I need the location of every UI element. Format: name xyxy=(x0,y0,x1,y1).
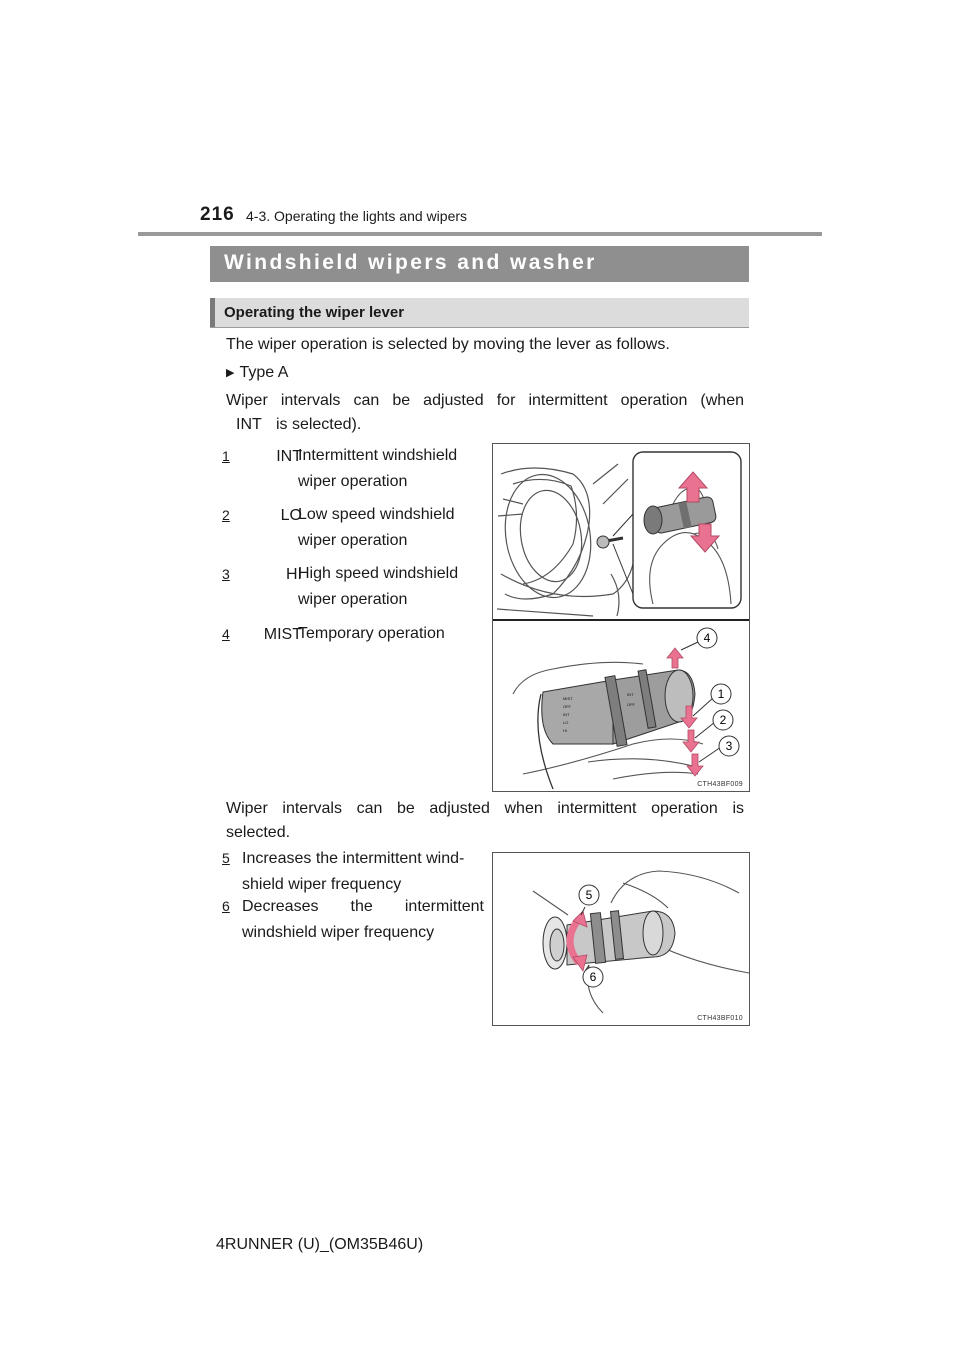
para1-line1: Wiper intervals can be adjusted for intermittent operation (when xyxy=(226,392,744,409)
callout-number-6: 6 xyxy=(589,970,597,984)
lever-stub-icon xyxy=(597,536,623,548)
position-desc-line2: wiper operation xyxy=(298,473,408,490)
position-label-hi: HI xyxy=(286,566,302,583)
callout-number-4: 4 xyxy=(703,631,711,645)
adjust-desc-line1: Decreases the intermittent xyxy=(242,898,484,915)
interval-adjust-illustration xyxy=(493,853,749,1025)
position-label-mist: MIST xyxy=(263,626,302,643)
position-desc-line2: wiper operation xyxy=(298,591,408,608)
callout-number-5: 5 xyxy=(585,888,593,902)
adjust-desc-line2: shield wiper frequency xyxy=(242,876,402,893)
switch-label: HI xyxy=(563,728,567,733)
position-label-lo: LO xyxy=(280,507,302,524)
para1-line2-text: is selected). xyxy=(275,416,362,433)
intro-text: The wiper operation is selected by moving the lever as follows. xyxy=(226,336,670,353)
figure-wiper-lever xyxy=(492,443,750,792)
para1-line2 xyxy=(236,412,361,438)
position-desc-line1: Low speed windshield xyxy=(298,506,455,523)
callout-number-2: 2 xyxy=(719,713,727,727)
adjust-desc-line2: windshield wiper frequency xyxy=(242,924,435,941)
position-desc-line1: High speed windshield xyxy=(298,565,459,582)
title-bar xyxy=(210,246,749,282)
position-desc-line1: Temporary operation xyxy=(298,625,445,642)
document-footer: 4RUNNER (U)_(OM35B46U) xyxy=(216,1236,424,1253)
type-line xyxy=(226,360,288,387)
wiper-stalk-closeup xyxy=(543,911,675,969)
switch-label: OFF xyxy=(563,704,571,709)
page-number: 216 xyxy=(200,204,235,225)
figure-interval-adjust xyxy=(492,852,750,1026)
switch-label: INT xyxy=(563,712,570,717)
position-desc-line2: wiper operation xyxy=(298,532,408,549)
type-label: Type A xyxy=(239,364,289,381)
position-label-int: INT xyxy=(276,448,302,465)
header-rule xyxy=(138,232,822,236)
wiper-lever-illustration xyxy=(493,444,749,791)
page-title: Windshield wipers and washer xyxy=(224,251,597,274)
subtitle-bar xyxy=(210,298,749,328)
figure1-callouts xyxy=(697,628,739,756)
para2-line1: Wiper intervals can be adjusted when intermittent operation is xyxy=(226,800,744,817)
switch-label: MIST xyxy=(563,696,573,701)
subtitle: Operating the wiper lever xyxy=(224,304,405,321)
subtitle-accent xyxy=(210,298,215,327)
callout-number-1: 1 xyxy=(222,448,230,464)
figure-code: CTH43BF010 xyxy=(697,1015,743,1022)
wiper-lever-detail xyxy=(538,670,695,789)
figure-code: CTH43BF009 xyxy=(697,781,743,788)
switch-label: INT xyxy=(627,692,634,697)
callout-number-2: 2 xyxy=(222,507,230,523)
para2-line2: selected. xyxy=(226,824,291,841)
callout-number-3: 3 xyxy=(725,739,733,753)
position-desc-line1: Intermittent windshield xyxy=(298,447,458,464)
switch-label: LO xyxy=(563,720,569,725)
callout-number-4: 4 xyxy=(222,626,230,642)
adjust-desc-line1: Increases the intermittent wind- xyxy=(242,850,465,867)
callout-number-3: 3 xyxy=(222,566,230,582)
section-heading: 4-3. Operating the lights and wipers xyxy=(246,208,468,224)
callout-number-5: 5 xyxy=(222,850,230,866)
switch-label: OFF xyxy=(627,702,635,707)
callout-number-6: 6 xyxy=(222,898,230,914)
int-label: INT xyxy=(236,416,262,433)
callout-number-1: 1 xyxy=(717,687,725,701)
triangle-bullet-icon: ▶ xyxy=(226,367,235,379)
